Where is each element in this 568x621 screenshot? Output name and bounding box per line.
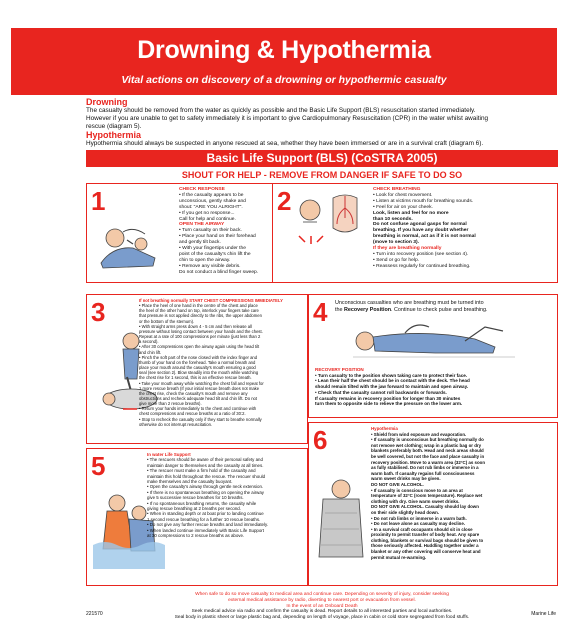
p3-line: give more than 2 rescue breaths). bbox=[139, 401, 202, 407]
p5-line: • When landed continue immediately with Basic Life Support bbox=[147, 527, 264, 533]
p2-line: • Reassess regularly for continued breathing. bbox=[373, 263, 471, 269]
panel-check-response bbox=[86, 183, 278, 283]
p4-line: • Turn casualty to the position shown taking care to protect their face. bbox=[315, 372, 468, 378]
panel-recovery-position bbox=[308, 294, 558, 418]
p3-line: the chest rise for 1 second, this is an effective rescue breath. bbox=[139, 375, 252, 381]
p1-line: • Turn casualty on their back. bbox=[179, 228, 242, 234]
p5-line: maintain danger to themselves and the casualty at all times. bbox=[147, 462, 264, 468]
step-number-4: 4 bbox=[313, 297, 328, 327]
p6-line: • If casualty is conscious move to an area at bbox=[371, 487, 463, 493]
step-number-2: 2 bbox=[277, 186, 292, 216]
p6-line: those seriously affected. Huddling together under a bbox=[371, 543, 479, 549]
drowning-line-1: The casualty should be removed from the water as quickly as possible and the Basic Life Support (BLS) resuscitation started immediately. bbox=[86, 107, 476, 114]
p1-line: • With your fingertips under the bbox=[179, 246, 246, 252]
p2-line: • Feel for air on your cheek. bbox=[373, 204, 433, 210]
p4-line: If casualty remains in recovery position for longer than 30 minutes bbox=[315, 395, 461, 401]
step-number-1: 1 bbox=[91, 186, 106, 216]
p3-line: • Take your mouth away while watching the chest fall and repeat for bbox=[139, 380, 264, 386]
panel-5-text bbox=[147, 452, 307, 539]
shout-for-help: SHOUT FOR HELP - REMOVE FROM DANGER IF SAFE TO DO SO bbox=[181, 170, 463, 180]
panel-hypothermia bbox=[308, 422, 558, 586]
panel-4-intro bbox=[335, 300, 555, 313]
p1-line: • If the casualty appears to be bbox=[179, 192, 244, 198]
panel-6-text bbox=[371, 426, 557, 560]
p2-line: • Listen at victims mouth for breathing sounds. bbox=[373, 198, 474, 204]
drowning-line-2: However if you are unable to get to safety immediately it is important to give Cardiopulmonary Resuscitation (CPR) in the water whilst awaiting bbox=[86, 114, 489, 122]
p3-line: the heel of the other hand on top, interlock your fingers take care bbox=[139, 308, 259, 314]
p5-line: at 30 compressions to 2 rescue breaths as above. bbox=[147, 533, 245, 539]
p3-line: • After 30 compressions open the airway again using the head tilt bbox=[139, 344, 260, 350]
panel-3-text bbox=[139, 298, 307, 427]
warning-line-4: Seek medical advice via radio and confirm the casualty is dead. Report details to all interested parties and local authorities. bbox=[191, 609, 453, 615]
p6-line: • In a survival craft occupants should sit in close bbox=[371, 526, 473, 532]
p3-line: and chin lift. bbox=[139, 349, 162, 355]
p2-line: than 10 seconds. bbox=[373, 216, 413, 222]
recovery-intro-bold: Recovery Position bbox=[344, 306, 392, 313]
p3-line: Repeat at a rate of 100 compressions per minute (just less than 2 bbox=[139, 334, 261, 340]
p5-line: • When in standing depth or at boat prior to landing continue bbox=[147, 511, 264, 517]
p1-line: and gently tilt back. bbox=[179, 240, 221, 246]
recovery-position-illustration bbox=[345, 317, 525, 361]
p6-line: • If casualty is unconscious but breathing normally do bbox=[371, 437, 484, 443]
p6-line: blanket or any other covering will conserve heat and bbox=[371, 549, 481, 555]
intro-section bbox=[86, 97, 548, 148]
panel-in-water-life-support bbox=[86, 448, 308, 586]
p5-line: make themselves and the casualty buoyant. bbox=[147, 479, 233, 485]
page-title: Drowning & Hypothermia bbox=[137, 36, 431, 64]
p1-line: • Remove any visible debris. bbox=[179, 263, 241, 269]
p2-line: breathing. If you have any doubt whether bbox=[373, 228, 469, 234]
panel-chest-compressions bbox=[86, 294, 308, 444]
p3-line: • With straight arms press down 4 - 5 cm and then release all bbox=[139, 323, 252, 329]
p6-line: warm sweet drinks may be given. bbox=[371, 476, 441, 482]
p6-line: DO NOT GIVE ALCOHOL. bbox=[371, 481, 424, 487]
recovery-intro-prefix: the bbox=[335, 306, 343, 313]
p6-line: blankets preferably both. Head and neck areas should bbox=[371, 448, 484, 454]
p6-line: recovery position. Move to a warm area (32°C) as soon bbox=[371, 459, 485, 465]
p5-line: give 5 successive rescue breathes for 10 breaths. bbox=[147, 495, 244, 501]
p3-line: a second). bbox=[139, 339, 159, 345]
p1-line: unconscious, gently shake and bbox=[179, 198, 246, 204]
p6-line: clothing, blankets or survival bags should be given to bbox=[371, 537, 484, 543]
drowning-line-3: rescue (diagram 5). bbox=[86, 122, 142, 130]
p6-line: • Do not rub limbs or immerse in a warm bath. bbox=[371, 515, 467, 521]
p3-line: pressure without losing contact between your hands and the chest. bbox=[139, 328, 263, 334]
p6-line: • Do not leave alone as casualty may decline. bbox=[371, 521, 466, 527]
step-number-3: 3 bbox=[91, 297, 106, 327]
warning-line-5: Seal body in plastic sheet or large plastic bag and, depending on length of voyage, place in cabin or cold store segregated from food stuffs. bbox=[174, 615, 470, 621]
p5-line: • The rescuers should be aware of their personal safety and bbox=[147, 457, 263, 463]
p5-line: 1 second rescue breathing for a further 10 rescue breaths. bbox=[147, 516, 261, 522]
warning-line-1: When safe to do so move casualty to medical area and continue care. Depending on severity of injury, consider seeking bbox=[195, 592, 449, 597]
hypothermia-panel-heading: Hypothermia bbox=[371, 426, 398, 431]
hypothermia-heading: Hypothermia bbox=[86, 130, 142, 141]
p3-line: the chest rise, check the casualty's mouth and remove any bbox=[139, 390, 248, 396]
p1-line: point of the casualty's chin lift the bbox=[179, 251, 251, 257]
p3-line: place your mouth around the casualty's mouth ensuring a good bbox=[139, 365, 256, 371]
hypothermia-line: Hypothermia should always be suspected in anyone rescued at sea, whether they have been immersed or are in a survival craft (diagram 6). bbox=[86, 140, 484, 148]
p2-line: breathing is normal, act as if it is not normal bbox=[373, 234, 476, 240]
p6-line: proximity to permit transfer of body heat. Any spare bbox=[371, 532, 480, 538]
p3-line: otherwise do not interrupt resuscitation. bbox=[139, 421, 213, 427]
p1-line: • Place your hand on their forehead bbox=[179, 234, 256, 240]
hypothermia-wrap-illustration bbox=[313, 473, 369, 563]
p4-line: • Lean their half the chest should be in contact with the deck. The head bbox=[315, 378, 470, 384]
step-number-6: 6 bbox=[313, 425, 328, 455]
p6-line: temperature of 32°C (room temperature). Replace wet bbox=[371, 493, 483, 499]
p3-line: that pressure is not applied directly to the ribs, the upper abdomen bbox=[139, 313, 262, 319]
in-water-heading: In water Life Support bbox=[147, 452, 191, 457]
recovery-position-heading: RECOVERY POSITION bbox=[315, 367, 364, 372]
p6-line: clothing with dry. Give warm sweet drinks. bbox=[371, 498, 460, 504]
p5-line: • The rescuer must make a firm hold of the casualty and bbox=[147, 468, 256, 474]
chest-compressions-heading: If not breathing normally START CHEST COMPRESSIONS IMMEDIATELY bbox=[139, 298, 283, 303]
p1-line: Do not conduct a blind finger sweep. bbox=[179, 269, 259, 275]
p1-line: chin to open the airway. bbox=[179, 257, 231, 263]
p6-line: permit mutual re-warming. bbox=[371, 554, 427, 560]
step-number-5: 5 bbox=[91, 451, 106, 481]
p6-line: • Shield from wind exposure and evaporation. bbox=[371, 431, 467, 437]
panel-2-text bbox=[373, 187, 557, 270]
p5-line: maintain this hold throughout the rescue. The rescuer should bbox=[147, 473, 266, 479]
recovery-intro-line-1: Unconscious casualties who are breathing must be turned into bbox=[335, 300, 484, 306]
p6-line: on their side slightly head down. bbox=[371, 509, 440, 515]
check-breathing-heading: CHECK BREATHING bbox=[373, 187, 421, 192]
p2-line: • Look for chest movement. bbox=[373, 192, 433, 198]
panel-check-breathing bbox=[272, 183, 558, 283]
p5-line: • Do not give any further rescue breaths and land immediately. bbox=[147, 522, 269, 528]
p3-line: obstructions and recheck adequate head tilt and chin lift. Do not bbox=[139, 395, 258, 401]
warning-line-2: external medical assistance by radio, diverting to nearest port or evacuation from vessel. bbox=[228, 597, 416, 603]
p2-line: Do not confuse agonal gasps for normal bbox=[373, 222, 467, 228]
onboard-death-heading: In the event of an Onboard Death bbox=[286, 603, 358, 609]
brand-name: Marine Life bbox=[531, 611, 556, 617]
p6-line: as fully stabilised. Do not rub limbs or immerse in a bbox=[371, 465, 479, 471]
p3-line: • Return your hands immediately to the chest and continue with bbox=[139, 406, 257, 412]
p3-line: • Stop to recheck the casualty only if they start to breathe normally bbox=[139, 416, 262, 422]
p3-line: thumb of your hand on the forehead. Take a normal breath and bbox=[139, 359, 256, 365]
p5-line: • If there is no spontaneous breathing on opening the airway bbox=[147, 489, 264, 495]
p3-line: chest compressions and rescue breaths at a ratio of 30:2. bbox=[139, 411, 246, 417]
p4-line: turn them to opposite side to relieve the pressure on the lower arm. bbox=[315, 401, 463, 407]
p5-line: • If no spontaneous breathing returns, the casualty while bbox=[147, 500, 257, 506]
p4-line: should remain tilted with the jaw forward to maintain and open airway. bbox=[315, 384, 469, 390]
p6-line: DO NOT GIVE ALCOHOL. Casualty should lay down bbox=[371, 504, 479, 510]
page-subtitle: Vital actions on discovery of a drowning or hypothermic casualty bbox=[121, 74, 447, 86]
check-response-heading: CHECK RESPONSE bbox=[179, 187, 225, 192]
p6-line: be well covered, but not the face and place casualty in bbox=[371, 453, 485, 459]
open-airway-heading: OPEN THE AIRWAY bbox=[179, 222, 225, 228]
arrow-icon bbox=[299, 236, 323, 244]
product-code: 221570 bbox=[86, 611, 103, 617]
p6-line: not remove wet clothing; wrap in a plastic bag or dry bbox=[371, 442, 482, 448]
warnings-section bbox=[86, 592, 558, 621]
recovery-intro-suffix: . Continue to check pulse and breathing. bbox=[391, 306, 488, 313]
p2-line: • Turn into recovery position (see section 4). bbox=[373, 251, 469, 257]
p3-line: or the bottom of the sternum). bbox=[139, 318, 195, 324]
p1-line: shout: "ARE YOU ALRIGHT". bbox=[179, 204, 243, 210]
p2-line: Look, listen and feel for no more bbox=[373, 210, 449, 216]
breathing-check-illustration bbox=[295, 188, 365, 248]
panel-1-text bbox=[179, 187, 277, 276]
p1-line: • If you get no response... bbox=[179, 210, 235, 216]
p3-line: • Pinch the soft part of the nose closed with the index finger and bbox=[139, 354, 258, 360]
p3-line: seal (see section 2). Blow steadily into the mouth while watching bbox=[139, 370, 259, 376]
poster-header bbox=[11, 28, 557, 95]
p2-line: • Send or go for help. bbox=[373, 257, 420, 263]
casualty-illustration bbox=[93, 218, 173, 273]
bls-title-bar: Basic Life Support (BLS) (CoSTRA 2005) bbox=[86, 150, 558, 167]
recovery-intro-line-2 bbox=[335, 307, 555, 314]
panel-4-text bbox=[315, 367, 557, 407]
p3-line: 1 more rescue breath (If your initial rescue breath does not make bbox=[139, 385, 260, 391]
p6-line: warm bath. If casualty regains full consciousness bbox=[371, 470, 475, 476]
p3-line: • Place the heel of one hand in the centre of the chest and place bbox=[139, 303, 258, 309]
p5-line: • Open the casualty's airway through gentle neck extension. bbox=[147, 484, 264, 490]
p2-line: (move to section 3). bbox=[373, 240, 419, 246]
p1-line: Call for help and continue. bbox=[179, 216, 236, 222]
breathing-normally-heading: If they are breathing normally bbox=[373, 246, 442, 252]
drowning-heading: Drowning bbox=[86, 97, 128, 107]
p5-line: giving rescue breathing at 2 breaths per second. bbox=[147, 506, 241, 512]
p4-line: • Check that the casualty cannot roll backwards or forwards. bbox=[315, 389, 447, 395]
